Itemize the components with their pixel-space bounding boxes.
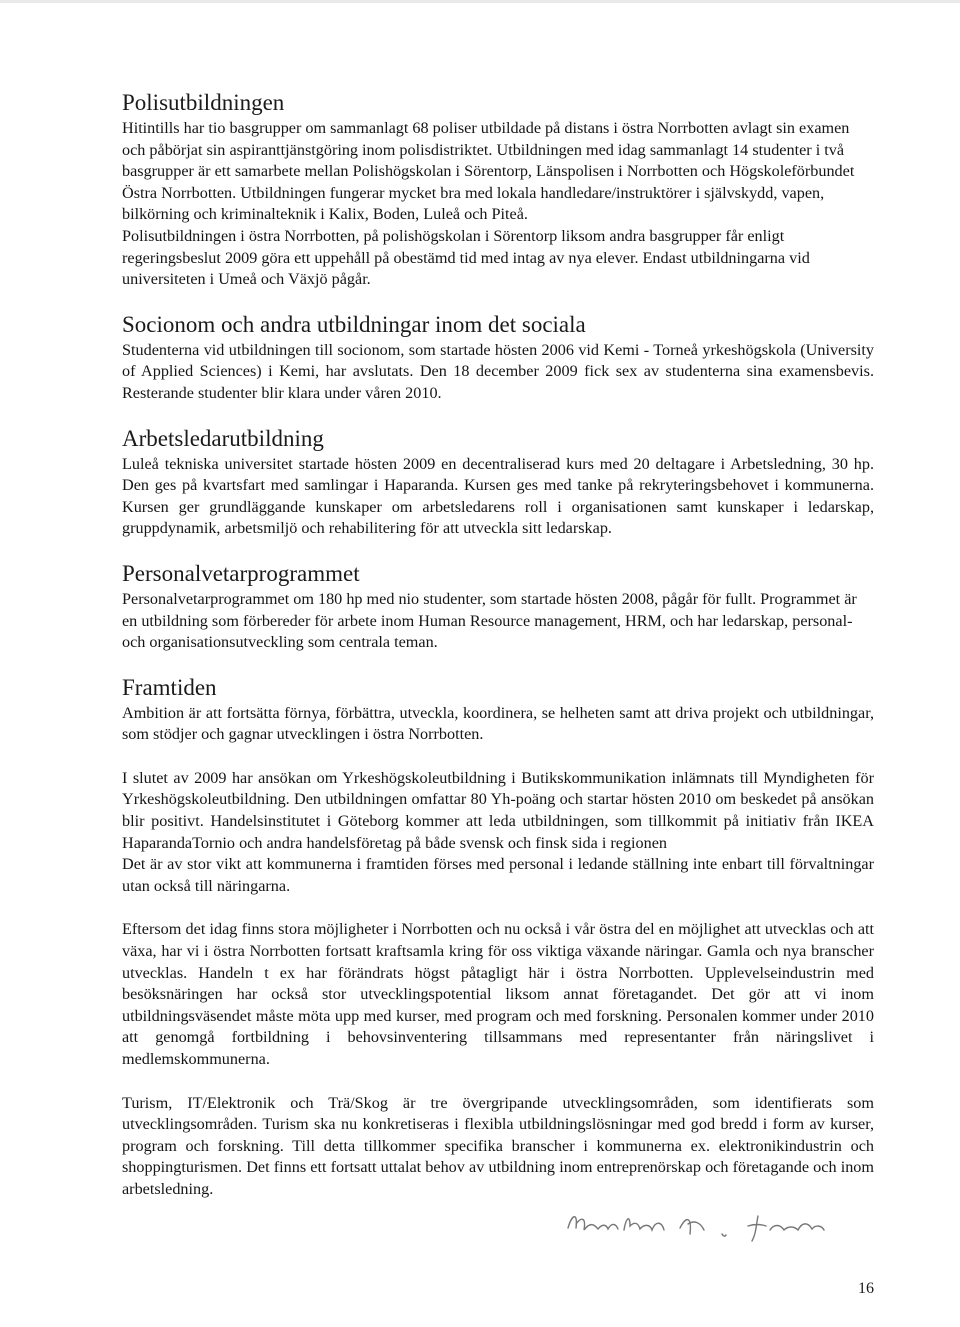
page-number: 16 [858, 1280, 874, 1297]
paragraph-spacer [122, 897, 874, 919]
paragraph-polis-2: Polisutbildningen i östra Norrbotten, på polishögskolan i Sörentorp liksom andra basgrupper får enligt regeringsbeslut 2009 göra ett uppehåll på obestämd tid med intag av nya elever. Endast utbildningarna vid universiteten i Umeå och Växjö pågår. [122, 226, 810, 289]
section-spacer [122, 540, 874, 559]
section-spacer [122, 654, 874, 673]
paragraph-framtiden-3: Det är av stor vikt att kommunerna i framtiden förses med personal i ledande ställning inte enbart till förvaltningar utan också till näringarna. [122, 855, 874, 895]
page-content [122, 88, 874, 1201]
paragraph-spacer [122, 1071, 874, 1093]
section-title-framtiden: Framtiden [122, 674, 217, 700]
paragraph-framtiden-1: Ambition är att fortsätta förnya, förbättra, utveckla, koordinera, se helheten samt att driva projekt och utbildningar, som stödjer och gagnar utvecklingen i östra Norrbotten. [122, 703, 874, 744]
section-spacer [122, 405, 874, 424]
section-title-polisutbildningen: Polisutbildningen [122, 90, 285, 115]
section-spacer [122, 291, 874, 310]
paragraph-personal-1: Personalvetarprogrammet om 180 hp med nio studenter, som startade hösten 2008, pågår för fullt. Programmet är en utbildning som förbereder för arbete inom Human Resource management, HRM, och har ledarskap, personal- och organisationsutveckling som centrala teman. [122, 589, 857, 652]
paragraph-spacer [122, 746, 874, 768]
paragraph-socionom-1: Studenterna vid utbildningen till socionom, som startade hösten 2006 vid Kemi - Torneå yrkeshögskola (University of Applied Sciences) i Kemi, har avslutats. Den 18 december 2009 fick sex av studenterna sina examensbevis. Resterande studenter blir klara under våren 2010. [122, 340, 874, 402]
paragraph-framtiden-5: Turism, IT/Elektronik och Trä/Skog är tre övergripande utvecklingsområden, som identifierats som utvecklingsområden. Turism ska nu konkretiseras i flexibla utbildningslösningar med god bredd i form av kurser, program och forskning. Till detta tillkommer specifika branscher i kommunerna ex. elektronikindustrin och shoppingturismen. Det finns ett fortsatt uttalat behov av utbildning inom entreprenörskap och företagande och inom arbetsledning. [122, 1093, 874, 1198]
section-title-arbetsledar: Arbetsledarutbildning [122, 425, 324, 451]
paragraph-arbetsledar-1: Luleå tekniska universitet startade hösten 2009 en decentraliserad kurs med 20 deltagare i Arbetsledning, 30 hp. Den ges på kvartsfart med samlingar i Haparanda. Kursen ges med tanke på rekryteringsbehovet i kommunerna. Kursen ger grundläggande kunskaper om arbetsledarens roll i organisationen samt kunskaper i ledarskap, gruppdynamik, arbetsmiljö och rehabilitering för att utveckla sitt ledarskap. [122, 454, 874, 538]
paragraph-framtiden-4: Eftersom det idag finns stora möjligheter i Norrbotten och nu också i vår östra del en möjlighet att utvecklas och att växa, har vi i östra Norrbotten fortsatt kraftsamla kring för oss viktiga växande näringar. Gamla och nya branscher utvecklas. Handeln t ex har förändrats högst påtagligt här i östra Norrbotten. Upplevelseindustrin med besöksnäringen har också stor utvecklingspotential liksom annat företagandet. Det gör att vi inom utbildningsväsendet måste möta upp med kurser, med program och med forskning. Personalen kommer under 2010 att genomgå fortbildning i behovsinventering tillsammans med representanter från näringslivet i medlemskommunerna. [122, 920, 874, 1068]
handwritten-annotation [560, 1206, 830, 1246]
paragraph-polis-1: Hitintills har tio basgrupper om sammanlagt 68 poliser utbildade på distans i östra Norrbotten avlagt sin examen och påbörjat sin aspiranttjänstgöring inom polisdistriktet. Utbildningen med idag sammanlagt 14 studenter i två basgrupper är ett samarbete mellan Polishögskolan i Sörentorp, Länspolisen i Norrbotten och Högskoleförbundet Östra Norrbotten. Utbildningen fungerar mycket bra med lokala handledare/instruktörer i självskydd, vapen, bilkörning och kriminalteknik i Kalix, Boden, Luleå och Piteå. [122, 119, 855, 224]
section-title-socionom: Socionom och andra utbildningar inom det sociala [122, 311, 586, 337]
scan-top-edge [0, 0, 960, 3]
section-title-personalvetar: Personalvetarprogrammet [122, 560, 360, 586]
paragraph-framtiden-2: I slutet av 2009 har ansökan om Yrkeshögskoleutbildning i Butikskommunikation inlämnats till Myndigheten för Yrkeshögskoleutbildning. Den utbildningen omfattar 80 Yh-poäng och startar hösten 2010 om beskedet på ansökan blir positivt. Handelsinstitutet i Göteborg kommer att leda utbildningen, som tillkommit på initiativ från IKEA HaparandaTornio och andra handelsföretag på både svensk och finsk sida i regionen [122, 768, 874, 852]
